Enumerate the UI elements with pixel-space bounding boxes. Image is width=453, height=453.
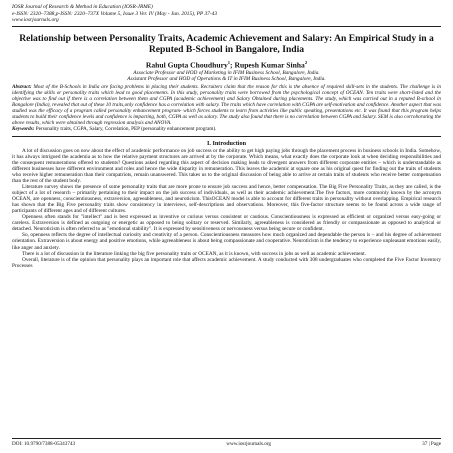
abstract (12, 85, 441, 127)
journal-issn: e-ISSN: 2320–7388,p-ISSN: 2320–737X Volume 5, Issue 3 Ver. IV (May - Jun. 2015), PP 37-43 (12, 10, 218, 17)
body-paragraph: There is a lot of discussion in the literature linking the big five personality traits or OCEAN, as it is known, with success in jobs as well as academic achievement. (22, 250, 366, 257)
affiliation-1: Associate Professor and HOD of Marketing in IFIM Business School, Bangalore, India. (133, 69, 320, 76)
author-line (12, 60, 441, 70)
journal-header (12, 4, 441, 24)
keywords (12, 127, 441, 133)
author-1: Rahul Gupta Choudhury (145, 60, 228, 70)
author-separator: ; (230, 60, 235, 70)
keywords-label: Keywords: (12, 125, 35, 132)
abstract-label: Abstract: (12, 84, 32, 91)
affiliation-2: Assistant Professor and HOD of Operations & IT in IFIM Business School, Bangalore, India. (127, 75, 326, 82)
footer-page-number: 37 | Page (422, 441, 441, 447)
abstract-divider (12, 136, 441, 137)
body-paragraph: Literature survey shows the presence of some personality traits that are more prone to ensure job success and hence, better compensation. The Big Five Personality Traits, as they are called, is the subject of a lot of research – primarily pertaining to their impact on the job success of individuals, as well as their academic achievement.The five factors, more commonly known by the acronym OCEAN, are openness, conscientiousness, extraversion, agreeableness, and neuroticism. ThisOCEAN model is able to account for different traits in personality without overlapping. Empirical research has shown that the Big Five personality traits show consistency in interviews, self-descriptions and observations. Moreover, this five-factor structure seems to be found across a wide range of participants of different ages and of different cultures. (12, 184, 441, 215)
keywords-text: Personality traits, CGPA, Salary, Correlation, PEP (personality enhancement program). (34, 125, 217, 132)
section-heading-introduction: I. Introduction (206, 139, 247, 147)
paper-title: Relationship between Personality Traits, Academic Achievement and Salary: An Empirical Study in a Reputed B-School in Bangalore, India (19, 32, 434, 55)
body-paragraph: So, openness reflects the degree of intellectual curiosity and creativity of a person. Conscientiousness measures how much organized and dependable the person is – and his degree of achievement orientation. Extraversion is about energy and positive emotions, while agreeableness is about being compassionate and cooperative. Neuroticism is the tendency to experience unpleasant emotions easily, like anger and anxiety. (12, 232, 441, 251)
body-paragraph: Openness often stands for "intellect" and is best expressed as inventive or curious versus consistent or cautious. Conscientiousness is expressed as efficient or organized versus easy-going or careless. Extraversion is defined as outgoing or energetic as opposed to being solitary or reserved. Similarly, agreeableness is considered as friendly or compassionate as opposed to analytical or detached. Neuroticism is often referred to as "emotional stability". It is expressed by sensitiveness or nervousness versus being secure or confident. (12, 214, 441, 233)
author-1-sup: 1 (227, 60, 231, 66)
body-paragraph: Overall, literature is of the opinion that personality plays an important role that affects academic achievement. A study conducted with 308 undergraduates who completed the Five Factor Inventory Processes (12, 256, 441, 269)
header-divider (12, 26, 441, 27)
author-2-sup: 2 (304, 60, 308, 66)
journal-name: IOSR Journal of Research & Method in Education (IOSR-JRME) (12, 4, 153, 10)
footer-site[interactable]: www.iosrjournals.org (226, 441, 272, 447)
author-2: Rupesh Kumar Sinha (234, 60, 305, 70)
footer-doi: DOI: 10.9790/7388-05343743 (12, 441, 76, 447)
abstract-text: Most of the B-Schools in India are facing problems in placing their students. Recruiters claim that the reason for this is the absence of required skill-sets in the students. The challenge is in identifying the skills or personality traits which lead to good placements. In this study, personality traits were borrowed from the psychological concept of OCEAN. Ten traits were short-listed and the objective was to find out if there is a correlation between them and CGPA (academic achievement) and Salary Obtained during placements. The study, which was carried out in a reputed B-school in Bangalore (India), revealed that out of these 10 traits,only confidence has a correlation with salary. The traits which have correlation with CGPA are self-motivation and confidence. Another aspect that was studied was the efficacy of a program called personality enhancement program- which forces students to learn from activities like public speaking, presentations etc. It was found that this program helps students to build their confidence levels and confidence is impacting, both, CGPA as well as salary. The study also found that there is no correlation between CGPA and Salary. SEM is also corroborating the above results, which were obtained through regression analysis and ANOVA. (12, 84, 441, 126)
page-footer (12, 438, 441, 447)
journal-url[interactable]: www.iosrjournals.org (12, 17, 59, 24)
body-paragraph: A lot of discussion goes on now about the effect of academic performance on job success or the ability to get high paying jobs through the placement process in business schools in India. Somehow, it has always intrigued the academia as to how the relative payment structures are arrived at by the corporate. Which means, what exactly does the corporate look at when deciding responsibilities and the consequent remunerations offered to students? Questions asked regarding this aspect of decision making leads to divergent answers from different corporate entities – which is understandable as different businesses have different environment and roles and hence the wide disparity in remuneration. This leaves the academic at square one as his original quest for finding out the traits of students who receive higher remuneration than their compatriots, remain unanswered. This takes us to the original discussion of being able to arrive at certain traits of students who receive better compensation than the rest of the student body. (12, 147, 441, 184)
